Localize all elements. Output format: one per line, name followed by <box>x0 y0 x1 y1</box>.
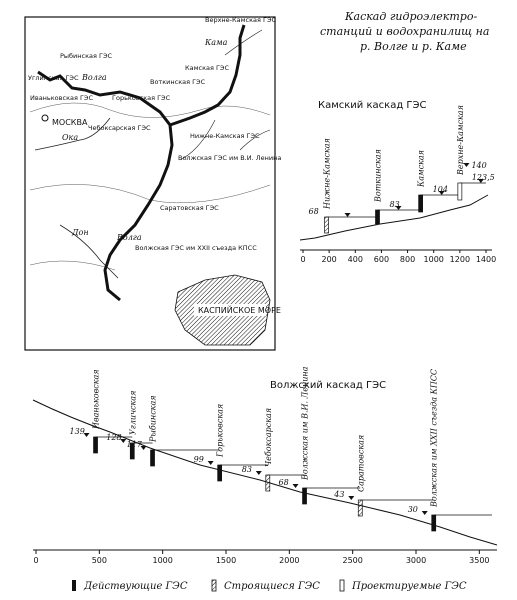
kama-dam-3 <box>458 183 462 200</box>
volga-station-name: Горьковская <box>215 403 225 457</box>
kama-tick-label: 400 <box>347 255 363 264</box>
volga-level-marker <box>256 471 262 475</box>
moscow-marker <box>42 115 48 121</box>
volga-tick-label: 1500 <box>215 556 237 565</box>
legend-swatch-active <box>72 580 76 591</box>
volga-dam-2 <box>151 450 155 466</box>
kama-tick-label: 0 <box>300 255 306 264</box>
kama-level-label: 68 <box>308 207 319 216</box>
sea-label: КАСПИЙСКОЕ МОРЕ <box>198 306 281 315</box>
volga-station-name: Иваньковская <box>91 369 101 429</box>
volga-dam-7 <box>432 515 436 531</box>
figure-title <box>320 10 489 53</box>
volga-level-label: 43 <box>334 490 345 499</box>
volga-station-name: Волжская им В.И. Ленина <box>300 366 310 480</box>
volga-dam-0 <box>94 437 98 453</box>
city-moscow: МОСКВА <box>52 118 88 127</box>
volga-axis-ticks <box>33 550 489 565</box>
volga-tick-label: 1000 <box>152 556 173 565</box>
kama-level-label: 104 <box>432 185 448 194</box>
river-label-kama: Кама <box>205 38 228 47</box>
volga-dam-4 <box>266 475 270 491</box>
kama-stations <box>309 105 495 233</box>
volga-station-name: Саратовская <box>356 434 366 492</box>
kama-station-name: Нижне-Камская <box>322 138 332 209</box>
river-label-oka: Ока <box>62 133 79 142</box>
map-label-volzhskaya-xxii: Волжская ГЭС им XXII съезда КПСС <box>135 244 257 252</box>
map-label-ivankovskaya: Иваньковская ГЭС <box>30 94 93 102</box>
kama-title: Камский каскад ГЭС <box>318 100 427 111</box>
volga-title: Волжский каскад ГЭС <box>270 380 387 391</box>
map-label-votkinskaya: Воткинская ГЭС <box>150 78 206 86</box>
volga-level-label: 117 <box>126 440 142 449</box>
volga-level-marker <box>348 496 354 500</box>
volga-tick-label: 2000 <box>279 556 300 565</box>
kama-dam-1 <box>376 210 380 224</box>
volga-level-label: 139 <box>69 427 85 436</box>
kama-tick-label: 800 <box>399 255 416 264</box>
river-label-volga-south: Волга <box>117 233 142 242</box>
volga-tick-label: 2500 <box>342 556 363 565</box>
volga-dam-5 <box>303 488 307 504</box>
map-label-rybinskaya: Рыбинская ГЭС <box>60 52 113 60</box>
river-label-don: Дон <box>72 228 89 237</box>
volga-tick-label: 500 <box>91 556 107 565</box>
map-label-cheboksarskaya: Чебоксарская ГЭС <box>88 124 151 132</box>
volga-level-label: 68 <box>278 478 289 487</box>
kama-level-marker <box>345 213 351 217</box>
map-label-gorkovskaya: Горьковская ГЭС <box>112 94 171 102</box>
legend-swatch-planned <box>340 580 344 591</box>
volga-cascade <box>33 366 497 565</box>
map-label-nizhne-kamskaya: Нижне-Камская ГЭС <box>190 132 260 140</box>
legend-label-planned: Проектируемые ГЭС <box>352 581 467 592</box>
volga-stations <box>70 366 492 531</box>
kama-tick-label: 200 <box>321 255 337 264</box>
tributary <box>225 30 262 55</box>
river-label-volga: Волга <box>82 73 107 82</box>
kama-tick-label: 1400 <box>475 255 497 264</box>
volga-river <box>38 72 172 300</box>
volga-level-label: 30 <box>407 505 418 514</box>
kama-station-name: Воткинская <box>373 149 383 202</box>
volga-level-label: 99 <box>193 455 204 464</box>
kama-dam-2 <box>419 195 423 212</box>
title-line-2: станций и водохранилищ на <box>320 25 490 38</box>
kama-end-level: 140 <box>471 161 487 170</box>
volga-station-name: Чебоксарская <box>263 407 273 467</box>
map <box>25 16 281 350</box>
volga-level-label: 128 <box>106 433 122 442</box>
volga-station-name: Волжская им XXII съезда КПСС <box>429 368 439 507</box>
volga-level-label: 83 <box>241 465 252 474</box>
volga-level-marker <box>422 511 428 515</box>
map-label-saratovskaya: Саратовская ГЭС <box>160 204 219 212</box>
kama-dam-0 <box>325 217 329 233</box>
kama-tick-label: 1000 <box>423 255 444 264</box>
map-label-kamskaya: Камская ГЭС <box>185 64 230 72</box>
legend-label-active: Действующие ГЭС <box>84 581 188 592</box>
volga-station-name: Угличская <box>128 390 138 435</box>
kama-level-label: 83 <box>389 200 400 209</box>
title-line-1: Каскад гидроэлектро- <box>345 10 478 23</box>
volga-level-marker <box>208 461 214 465</box>
map-label-uglichskaya: Углинская ГЭС <box>28 74 79 82</box>
volga-dam-6 <box>358 500 362 516</box>
legend <box>72 580 467 592</box>
legend-label-building: Строящиеся ГЭС <box>224 581 320 592</box>
legend-swatch-building <box>212 580 216 591</box>
kama-cascade <box>300 100 496 264</box>
kama-station-name: Камская <box>416 150 426 187</box>
kama-level-label: 123,5 <box>471 173 495 182</box>
map-label-verkhne-kamskaya: Верхне-Камская ГЭС <box>205 16 277 24</box>
volga-tick-label: 3000 <box>405 556 427 565</box>
kama-tick-label: 1200 <box>449 255 471 264</box>
volga-level-marker <box>293 484 299 488</box>
volga-station-name: Рыбинская <box>148 395 158 442</box>
title-line-3: р. Волге и р. Каме <box>360 40 467 53</box>
kama-tick-label: 600 <box>373 255 390 264</box>
river-don <box>60 225 118 278</box>
volga-tick-label: 3500 <box>469 556 490 565</box>
volga-tick-label: 0 <box>33 556 39 565</box>
kama-axis-ticks <box>300 250 496 264</box>
map-label-volzhskaya-lenin: Волжская ГЭС им В.И. Ленина <box>178 154 282 162</box>
kama-station-name: Верхне-Камская <box>455 105 465 175</box>
volga-dam-3 <box>218 465 222 481</box>
